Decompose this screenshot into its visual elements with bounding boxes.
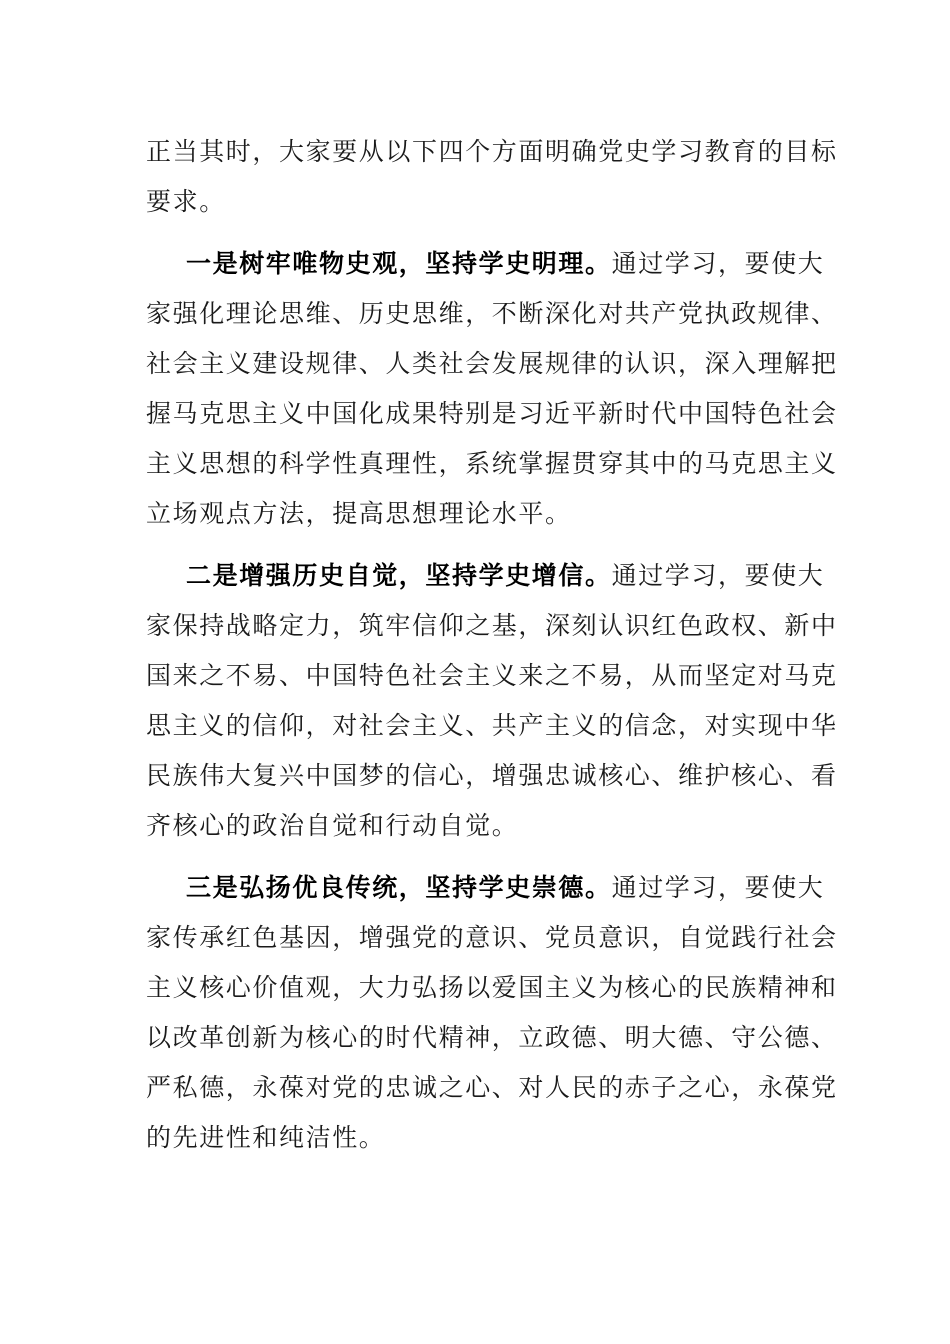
body-text: 正当其时，大家要从以下四个方面明确党史学习教育的目标 (146, 137, 838, 166)
paragraph-2-line-5 (146, 438, 838, 490)
body-text: 国来之不易、中国特色社会主义来之不易，从而坚定对马克 (146, 661, 838, 690)
body-text: 民族伟大复兴中国梦的信心，增强忠诚核心、维护核心、看 (146, 761, 838, 790)
paragraph-3-line-5 (146, 750, 838, 802)
paragraph-2-line-4 (146, 388, 838, 440)
body-text: 家强化理论思维、历史思维，不断深化对共产党执政规律、 (146, 299, 838, 328)
body-text: 的先进性和纯洁性。 (146, 1123, 386, 1152)
paragraph-3-line-2 (146, 600, 838, 652)
paragraph-4-line-2 (146, 912, 838, 964)
paragraph-4-line-3 (146, 962, 838, 1014)
body-text: 家保持战略定力，筑牢信仰之基，深刻认识红色政权、新中 (146, 611, 838, 640)
body-text: 主义思想的科学性真理性，系统掌握贯穿其中的马克思主义 (146, 449, 838, 478)
paragraph-1-line-2 (146, 176, 816, 228)
paragraph-1-line-1 (146, 126, 838, 178)
paragraph-2-line-2 (146, 288, 838, 340)
paragraph-2-line-6 (146, 488, 816, 540)
body-text: 通过学习，要使大 (611, 873, 825, 902)
paragraph-4-line-5 (146, 1062, 838, 1114)
body-text: 社会主义建设规律、人类社会发展规律的认识，深入理解把 (146, 349, 838, 378)
body-text: 家传承红色基因，增强党的意识、党员意识，自觉践行社会 (146, 923, 838, 952)
paragraph-3-line-1 (186, 550, 856, 602)
paragraph-3-line-4 (146, 700, 838, 752)
body-text: 主义核心价值观，大力弘扬以爱国主义为核心的民族精神和 (146, 973, 838, 1002)
body-text: 要求。 (146, 187, 226, 216)
paragraph-3-line-3 (146, 650, 838, 702)
body-text: 思主义的信仰，对社会主义、共产主义的信念，对实现中华 (146, 711, 838, 740)
body-text: 齐核心的政治自觉和行动自觉。 (146, 811, 519, 840)
body-text: 以改革创新为核心的时代精神，立政德、明大德、守公德、 (146, 1023, 838, 1052)
paragraph-2-line-3 (146, 338, 838, 390)
paragraph-heading: 三是弘扬优良传统，坚持学史崇德。 (186, 873, 612, 902)
paragraph-heading: 一是树牢唯物史观，坚持学史明理。 (186, 249, 612, 278)
body-text: 严私德，永葆对党的忠诚之心、对人民的赤子之心，永葆党 (146, 1073, 838, 1102)
paragraph-3-line-6 (146, 800, 816, 852)
paragraph-4-line-1 (186, 862, 856, 914)
body-text: 通过学习，要使大 (611, 249, 825, 278)
paragraph-heading: 二是增强历史自觉，坚持学史增信。 (186, 561, 612, 590)
paragraph-2-line-1 (186, 238, 856, 290)
body-text: 通过学习，要使大 (611, 561, 825, 590)
body-text: 握马克思主义中国化成果特别是习近平新时代中国特色社会 (146, 399, 838, 428)
body-text: 立场观点方法，提高思想理论水平。 (146, 499, 572, 528)
paragraph-4-line-6 (146, 1112, 816, 1164)
paragraph-4-line-4 (146, 1012, 838, 1064)
